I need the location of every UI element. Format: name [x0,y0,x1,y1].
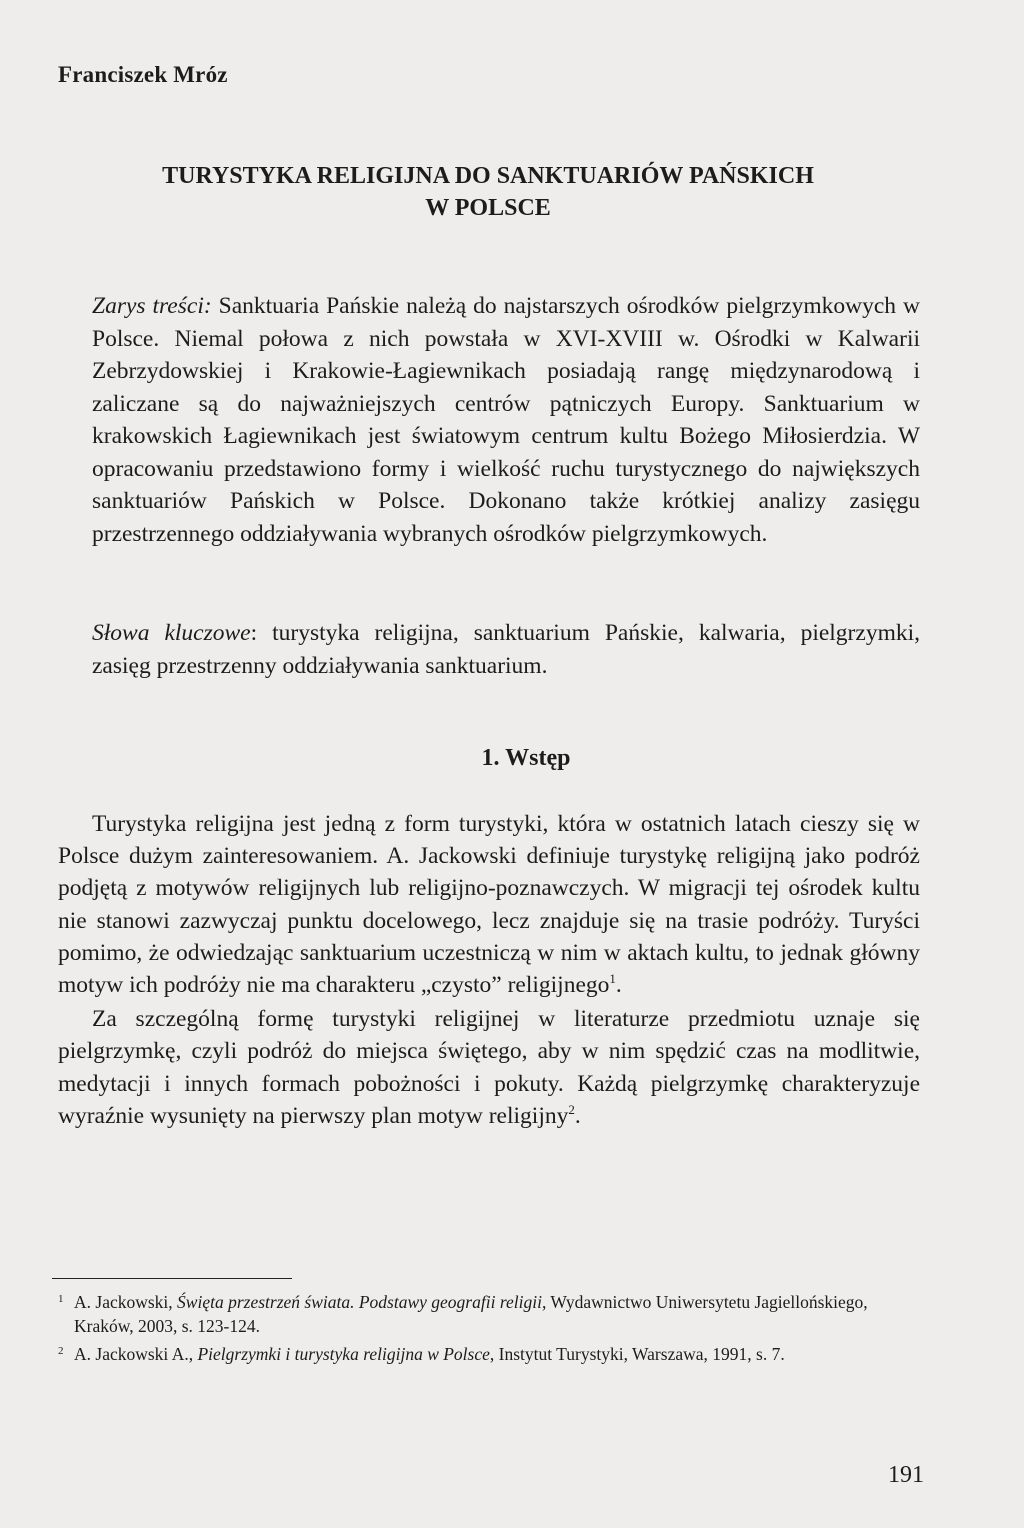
footnote-title: Pielgrzymki i turystyka religijna w Polsce [197,1344,490,1364]
paragraph-end: . [574,1102,581,1129]
footnotes [58,1290,920,1370]
abstract-label: Zarys treści: [92,293,212,319]
article-title [58,160,918,224]
keywords-label: Słowa kluczowe [92,620,251,646]
footnote-title: Święta przestrzeń świata. Podstawy geografii religii [177,1292,542,1312]
footnote-text: A. Jackowski, [74,1292,178,1312]
footnote-reference: 1 [609,971,616,987]
article-title-line-1: TURYSTYKA RELIGIJNA DO SANKTUARIÓW PAŃSKICH [162,163,814,189]
section-heading: 1. Wstęp [481,745,571,771]
keywords [92,617,920,682]
abstract-text: Sanktuaria Pańskie należą do najstarszych ośrodków pielgrzymkowych w Polsce. Niemal połowa z nich powstała w XVI-XVIII w. Ośrodki w Kalwarii Zebrzydowskiej i Krakowie-Łagiewnikach posiadają rangę międzynarodową i zaliczane są do najważniejszych centrów pątniczych Europy. Sanktuarium w krakowskich Łagiewnikach jest światowym centrum kultu Bożego Miłosierdzia. W opracowaniu przedstawiono formy i wielkość ruchu turystycznego do największych sanktuariów Pańskich w Polsce. Dokonano także krótkiej analizy zasięgu przestrzennego oddziaływania wybranych ośrodków pielgrzymkowych. [92,293,920,547]
footnote-reference: 2 [568,1102,575,1117]
paragraph [58,1003,920,1132]
footnote-number: 1 [58,1293,64,1305]
footnote [58,1290,920,1338]
paragraph-text: Turystyka religijna jest jedną z form turystyki, która w ostatnich latach cieszy się w Polsce dużym zainteresowaniem. A. Jackowski definiuje turystykę religijną jako podróż podjętą z motywów religijnych lub religijno-poznawczych. W migracji tej ośrodek kultu nie stanowi zazwyczaj punktu docelowego, lecz znajduje się na trasie podróży. Turyści pomimo, że odwiedzając sanktuarium uczestniczą w nim w aktach kultu, to jednak główny motyw ich podróży nie ma charakteru „czysto” religijnego [58,811,920,999]
footnote-number: 2 [58,1345,64,1357]
footnote [58,1342,920,1366]
page-number: 191 [888,1462,924,1488]
author-name: Franciszek Mróz [58,62,228,87]
footnote-text: , Instytut Turystyki, Warszawa, 1991, s. 7. [489,1344,785,1364]
footnote-divider [52,1278,292,1279]
footnote-text: , Wydawnictwo Uniwersytetu Jagiellońskiego, Kraków, 2003, s. 123-124. [74,1292,868,1336]
abstract [92,290,920,550]
paragraph-text: Za szczególną formę turystyki religijnej w literaturze przedmiotu uznaje się pielgrzymkę, czyli podróż do miejsca świętego, aby w nim spędzić czas na modlitwie, medytacji i innych formach pobożności i pokuty. Każdą pielgrzymkę charakteryzuje wyraźnie wysunięty na pierwszy plan motyw religijny [58,1006,920,1129]
paragraph [58,808,920,1001]
article-title-line-2: W POLSCE [425,195,551,221]
body-text [58,808,920,1132]
keywords-text: : turystyka religijna, sanktuarium Pańskie, kalwaria, pielgrzymki, zasięg przestrzenny oddziaływania sanktuarium. [92,620,920,679]
footnote-text: A. Jackowski A., [74,1344,198,1364]
paragraph-end: . [615,972,622,999]
